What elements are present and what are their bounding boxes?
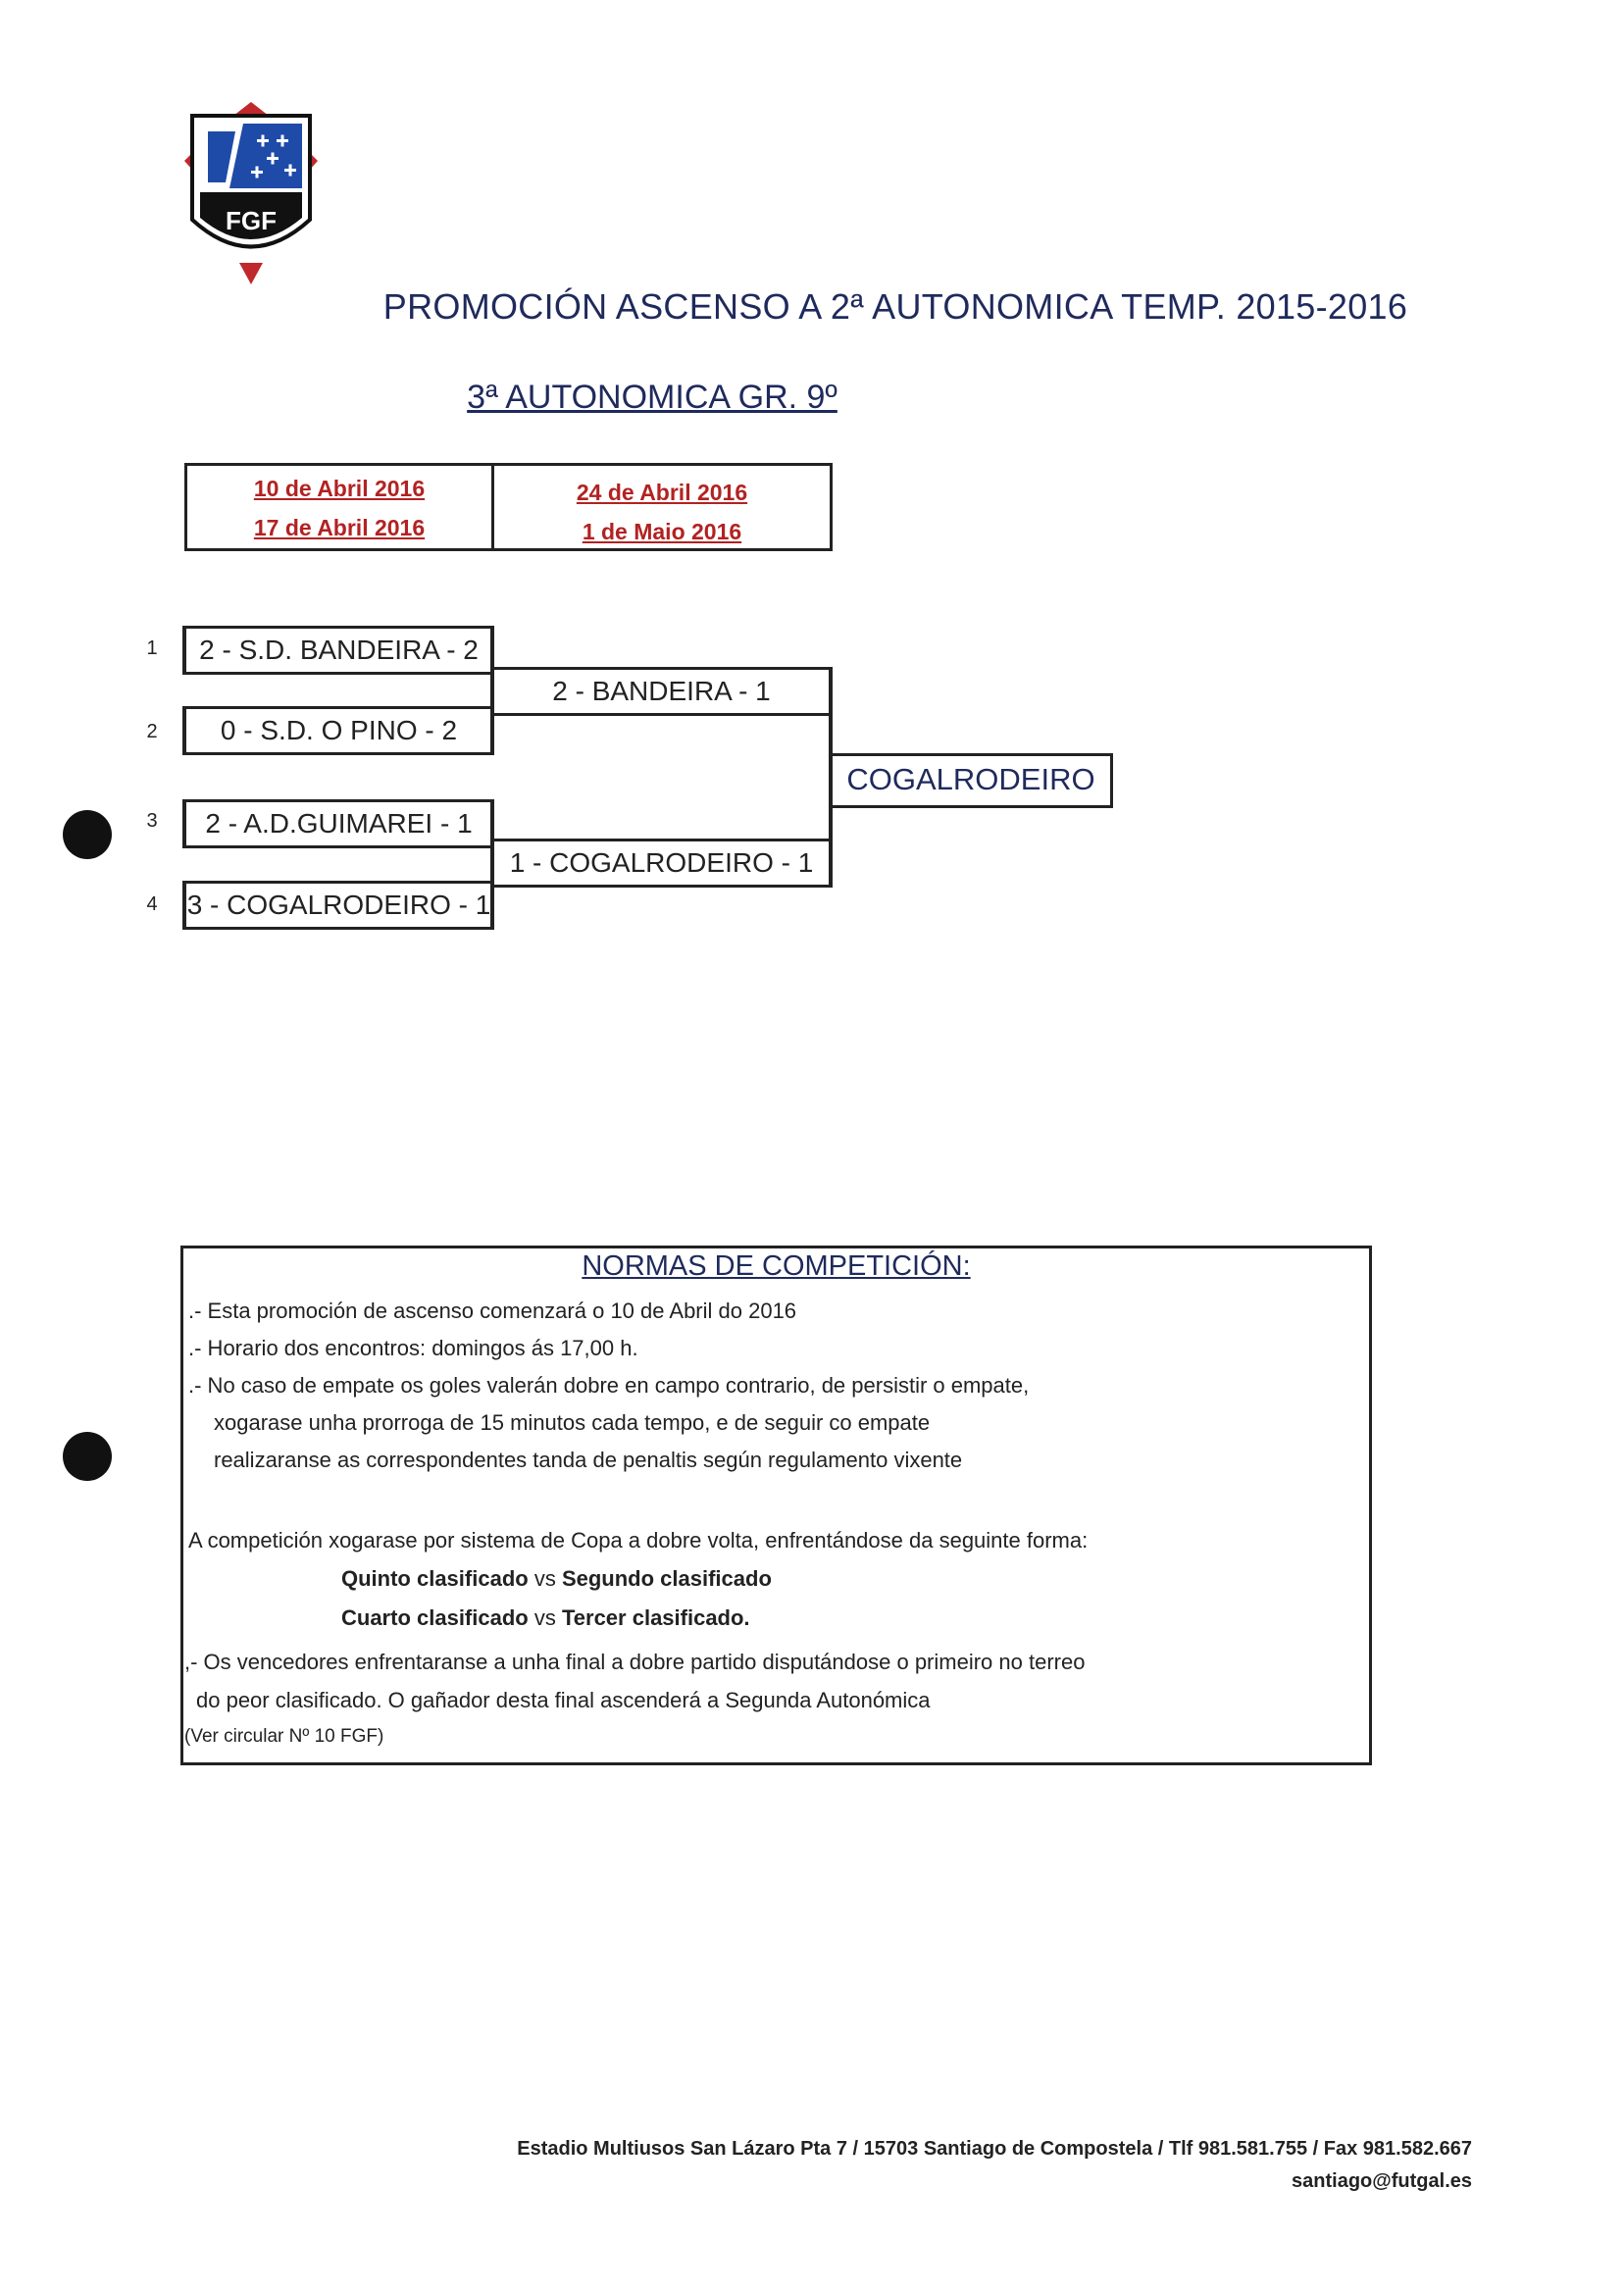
champion-box: COGALRODEIRO bbox=[829, 753, 1113, 808]
final-leg2-date: 1 de Maio 2016 bbox=[582, 519, 742, 544]
finalist-slot-1: 2 - BANDEIRA - 1 bbox=[490, 667, 832, 716]
rule-line: .- No caso de empate os goles valerán dobre en campo contrario, de persistir o empate, bbox=[188, 1373, 1030, 1398]
pairing-vs: vs bbox=[533, 1566, 556, 1591]
rule-line: (Ver circular Nº 10 FGF) bbox=[184, 1726, 384, 1747]
pairing-team: Quinto clasificado bbox=[341, 1566, 529, 1591]
rule-line: A competición xogarase por sistema de Copa a dobre volta, enfrentándose da seguinte forma: bbox=[188, 1528, 1089, 1553]
final-leg1-date: 24 de Abril 2016 bbox=[576, 480, 748, 505]
pairing-line bbox=[341, 1605, 750, 1631]
pairing-team: Cuarto clasificado bbox=[341, 1605, 529, 1630]
fgf-logo bbox=[175, 102, 328, 284]
team-slot-3: 2 - A.D.GUIMAREI - 1 bbox=[182, 799, 494, 848]
rule-line: realizaranse as correspondentes tanda de penaltis según regulamento vixente bbox=[214, 1448, 963, 1472]
rule-line: ,- Os vencedores enfrentaranse a unha final a dobre partido disputándose o primeiro no terreo bbox=[184, 1650, 1086, 1674]
footer-email: santiago@futgal.es bbox=[1292, 2170, 1472, 2192]
rule-line: .- Esta promoción de ascenso comenzará o 10 de Abril do 2016 bbox=[188, 1298, 797, 1323]
team-slot-2: 0 - S.D. O PINO - 2 bbox=[182, 706, 494, 755]
fgf-crest-icon bbox=[175, 102, 328, 284]
punch-hole bbox=[63, 810, 112, 859]
row-number: 3 bbox=[146, 810, 158, 832]
svg-text:FGF: FGF bbox=[226, 206, 277, 235]
finalist-slot-2: 1 - COGALRODEIRO - 1 bbox=[490, 839, 832, 888]
footer-address: Estadio Multiusos San Lázaro Pta 7 / 15703 Santiago de Compostela / Tlf 981.581.755 / Fax 981.582.667 bbox=[517, 2138, 1472, 2160]
rule-line: xogarase unha prorroga de 15 minutos cada tempo, e de seguir co empate bbox=[214, 1410, 931, 1435]
pairing-line bbox=[341, 1566, 772, 1592]
pairing-team: Segundo clasificado bbox=[561, 1566, 772, 1591]
rules-heading: NORMAS DE COMPETICIÓN: bbox=[582, 1250, 971, 1282]
round1-dates-box bbox=[184, 463, 494, 551]
page-subtitle: 3ª AUTONOMICA GR. 9º bbox=[467, 379, 837, 416]
punch-hole bbox=[63, 1432, 112, 1481]
page-title: PROMOCIÓN ASCENSO A 2ª AUTONOMICA TEMP. 2015-2016 bbox=[382, 286, 1408, 327]
team-slot-1: 2 - S.D. BANDEIRA - 2 bbox=[182, 626, 494, 675]
row-number: 1 bbox=[146, 637, 158, 659]
team-slot-4: 3 - COGALRODEIRO - 1 bbox=[182, 881, 494, 930]
row-number: 4 bbox=[146, 893, 158, 915]
pairing-vs: vs bbox=[533, 1605, 556, 1630]
round1-leg2-date: 17 de Abril 2016 bbox=[253, 515, 426, 540]
rule-line: .- Horario dos encontros: domingos ás 17,00 h. bbox=[188, 1336, 638, 1360]
round1-leg1-date: 10 de Abril 2016 bbox=[253, 476, 426, 501]
pairing-team: Tercer clasificado. bbox=[561, 1605, 750, 1630]
row-number: 2 bbox=[146, 721, 158, 742]
final-dates-box bbox=[491, 463, 833, 551]
rule-line: do peor clasificado. O gañador desta final ascenderá a Segunda Autonómica bbox=[196, 1688, 931, 1712]
